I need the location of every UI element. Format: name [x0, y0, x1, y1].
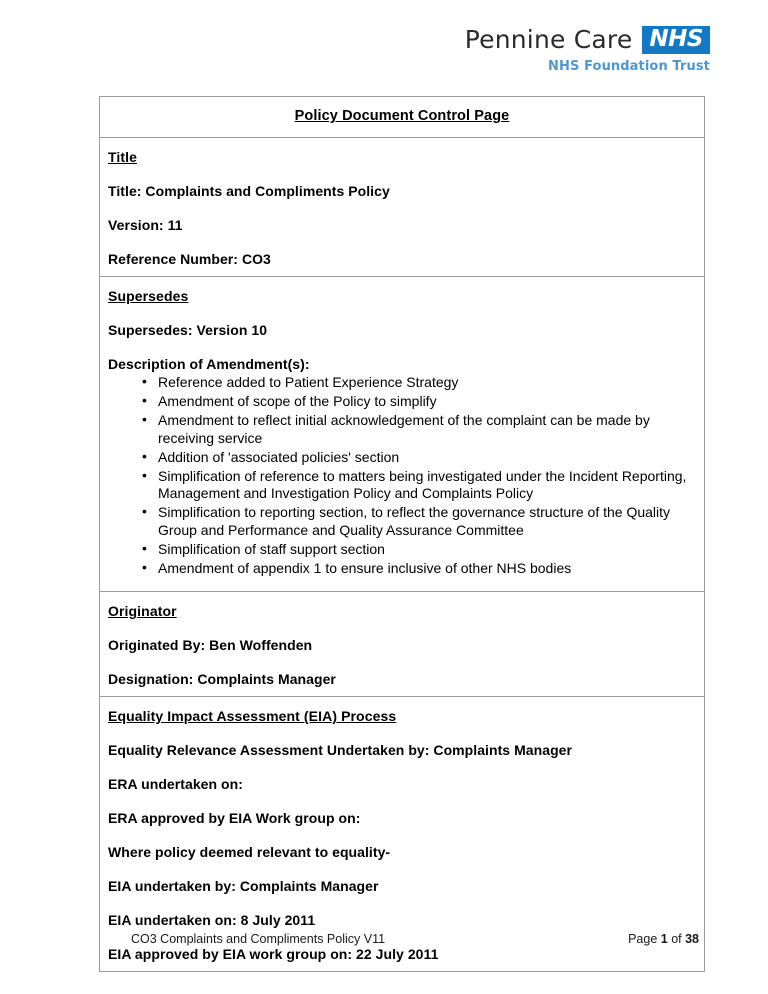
field-policy-title: Title: Complaints and Compliments Policy: [108, 183, 390, 199]
field-originated-by: Originated By: Ben Woffenden: [108, 636, 313, 653]
footer-page-middle: of: [667, 932, 686, 946]
list-item: • Reference added to Patient Experience Strategy: [108, 374, 696, 392]
page-header: [0, 0, 768, 92]
logo-row: [465, 26, 710, 54]
list-item: • Addition of 'associated policies' section: [108, 449, 696, 467]
field-version: Version: 11: [108, 217, 183, 233]
list-item: • Amendment to reflect initial acknowledgement of the complaint can be made by receiving service: [108, 412, 696, 448]
field-era-approved-on: ERA approved by EIA Work group on:: [108, 809, 361, 826]
policy-document-control-table: [99, 96, 705, 972]
footer-current-page: 1: [660, 932, 668, 946]
footer-page-number: [628, 932, 699, 946]
list-item: • Amendment of scope of the Policy to simplify: [108, 393, 696, 411]
page-title: Policy Document Control Page: [294, 108, 510, 124]
field-amendments-label: Description of Amendment(s):: [108, 356, 310, 372]
footer-total-pages: 38: [685, 932, 699, 946]
amendments-list: [108, 374, 696, 578]
field-designation: Designation: Complaints Manager: [108, 670, 336, 687]
foundation-trust-subline: NHS Foundation Trust: [548, 59, 710, 74]
list-item: • Simplification of staff support section: [108, 541, 696, 559]
footer-document-reference: CO3 Complaints and Compliments Policy V11: [131, 932, 386, 946]
table-row-eia-section: [100, 696, 704, 971]
section-heading-title: Title: [108, 149, 138, 165]
table-row-document-title: [100, 97, 704, 138]
field-eia-approved-on: EIA approved by EIA work group on: 22 July 2011: [108, 945, 439, 962]
field-era-undertaken-on: ERA undertaken on:: [108, 775, 243, 792]
nhs-logo-icon: NHS: [642, 26, 710, 54]
field-reference-number: Reference Number: CO3: [108, 251, 271, 267]
list-item: • Simplification of reference to matters being investigated under the Incident Reporting, Management and Investigation Policy and Complaints Policy: [108, 468, 696, 504]
field-policy-relevance-note: Where policy deemed relevant to equality-: [108, 843, 391, 860]
footer-page-prefix: Page: [628, 932, 661, 946]
table-row-supersedes-section: [100, 277, 704, 592]
field-era-undertaken-by: Equality Relevance Assessment Undertaken by: Complaints Manager: [108, 741, 573, 758]
field-supersedes-version: Supersedes: Version 10: [108, 322, 268, 338]
field-eia-undertaken-on: EIA undertaken on: 8 July 2011: [108, 911, 316, 928]
page-footer: [99, 932, 705, 956]
list-item: • Amendment of appendix 1 to ensure inclusive of other NHS bodies: [108, 560, 696, 578]
field-eia-undertaken-by: EIA undertaken by: Complaints Manager: [108, 877, 379, 894]
list-item: • Simplification to reporting section, to reflect the governance structure of the Quality Group and Performance and Quality Assurance Committee: [108, 504, 696, 540]
table-row-title-section: [100, 138, 704, 277]
table-row-originator-section: [100, 591, 704, 696]
section-heading-supersedes: Supersedes: [108, 288, 189, 304]
section-heading-eia-process: Equality Impact Assessment (EIA) Process: [108, 707, 397, 724]
trust-name-text: Pennine Care: [464, 24, 633, 54]
trust-logo: [465, 26, 710, 73]
section-heading-originator: Originator: [108, 602, 177, 619]
